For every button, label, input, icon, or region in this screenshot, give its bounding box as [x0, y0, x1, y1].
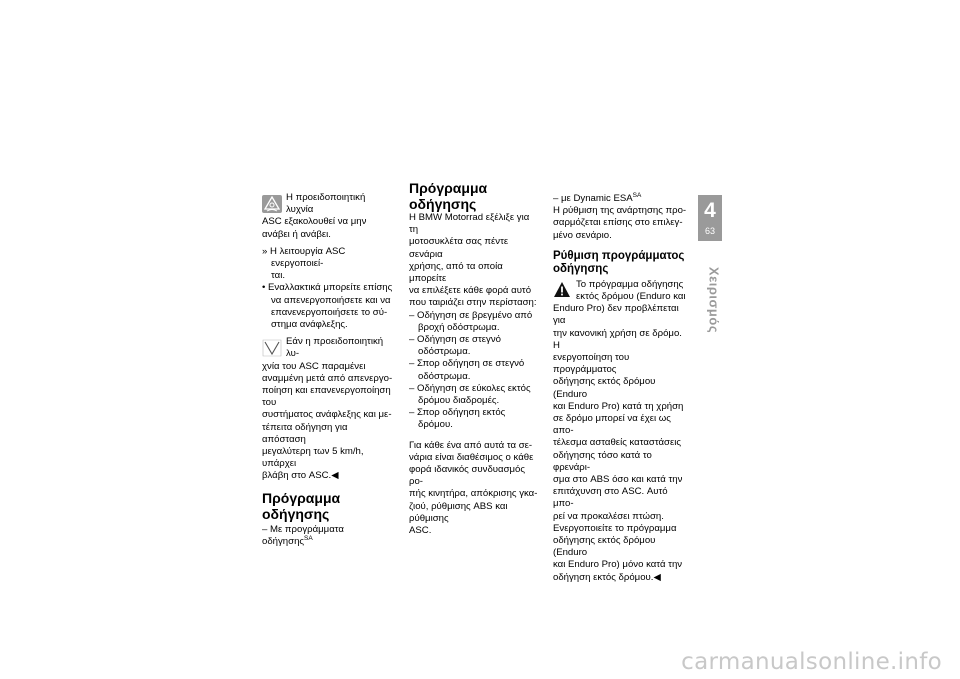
sa-superscript: SA [304, 534, 313, 542]
warning-triangle-icon [553, 281, 571, 298]
intro-line: χρήσης, από τα οποία μπορείτε [409, 260, 503, 285]
list-item-line: – Οδήγηση σε στεγνό [409, 334, 501, 346]
warning-line: ενεργοποίηση του προγράμματος [553, 352, 630, 376]
column-2 [409, 180, 541, 537]
note2-line: χνία του ASC παραμένει [262, 360, 366, 372]
bullet-line: ται. [271, 270, 285, 282]
note2-line: μεγαλύτερη των 5 km/h, υπάρχει [262, 446, 364, 470]
dash-item-text: – Με προγράμματα οδήγησης [262, 523, 344, 547]
dash-item [262, 524, 394, 548]
bullet-line: • Εναλλακτικά μπορείτε επίσης [262, 282, 393, 294]
warning-line: την κανονική χρήση σε δρόμο. Η [553, 327, 682, 351]
para-line: σαρμόζεται επίσης στο επιλεγ- [553, 217, 683, 229]
intro-line: μοτοσυκλέτα σας πέντε σενάρια [409, 236, 509, 260]
list-item [409, 358, 541, 382]
list-item [409, 334, 541, 358]
dash-item-text: – με Dynamic ESA [553, 193, 633, 204]
intro-line: που ταιριάζει στην περίσταση: [409, 297, 537, 309]
list-item-line: οδόστρωμα. [418, 346, 471, 358]
warning-line: και Enduro Pro) μόνο κατά την [553, 559, 683, 571]
warning-line: εκτός δρόμου (Enduro και [576, 291, 686, 303]
para-line: Η ρύθμιση της ανάρτησης προ- [553, 205, 687, 217]
para-line: πής κινητήρα, απόκρισης γκα- [409, 488, 538, 500]
list-item-line: βροχή οδόστρωμα. [418, 321, 500, 333]
sa-superscript: SA [632, 192, 642, 199]
para-line: μένο σενάριο. [553, 229, 612, 241]
warning-line: οδήγησης τόσο κατά το φρενάρι- [553, 449, 652, 473]
warning-line: επιτάχυνση στο ASC. Αυτό μπο- [553, 486, 668, 510]
list-item-line: – Οδήγηση σε βρεγμένο από [409, 309, 533, 321]
bullet-line: επανενεργοποιήσετε το σύ- [271, 306, 388, 318]
section-heading: Πρόγραμμα οδήγησης [262, 489, 341, 522]
bullet-line: » Η λειτουργία ASC ενεργοποιεί- [262, 245, 346, 270]
para-line: Για κάθε ένα από αυτά τα σε- [409, 439, 533, 451]
note-icon [262, 339, 282, 357]
list-item [409, 383, 541, 407]
list-item-line: δρόμου διαδρομές. [418, 395, 500, 407]
para-line: ASC. [409, 525, 432, 537]
bullet-item [262, 282, 394, 331]
dash-item [553, 193, 687, 205]
note2-line: συστήματος ανάφλεξης και με- [262, 409, 392, 421]
subheading [553, 250, 687, 277]
note2-line: ποίηση και επανενεργοποίηση του [262, 385, 391, 409]
warning-line: Enduro Pro) δεν προβλέπεται για [553, 303, 679, 327]
note1-line: ASC εξακολουθεί να μην [262, 216, 367, 228]
warning-line: οδήγησης εκτός δρόμου (Enduro [553, 376, 656, 400]
asc-warning-light-icon [262, 195, 282, 213]
warning-line: οδήγηση εκτός δρόμου.◀ [553, 571, 661, 583]
list-item [409, 310, 541, 334]
warning-line: ρεί να προκαλέσει πτώση. [553, 510, 664, 522]
section-heading: Πρόγραμμα οδήγησης [409, 180, 488, 212]
intro-line: Η BMW Motorrad εξέλιξε για τη [409, 212, 530, 236]
chapter-number: 4 [704, 199, 716, 222]
list-item [409, 407, 541, 431]
subheading-line: οδήγησης [553, 263, 609, 276]
note2-line: Εάν η προειδοποιητική λυ- [286, 336, 384, 360]
warning-line: Ενεργοποιείτε το πρόγραμμα [553, 522, 677, 534]
note2-line: αναμμένη μετά από απενεργο- [262, 372, 393, 384]
page-number: 63 [704, 226, 715, 236]
note2-line: τέπειτα οδήγηση για απόσταση [262, 421, 348, 445]
intro-line: να επιλέξετε κάθε φορά αυτό [409, 285, 532, 297]
warning-line: Το πρόγραμμα οδήγησης [576, 278, 684, 290]
column-1 [262, 192, 394, 548]
subheading-line: Ρύθμιση προγράμματος [553, 249, 685, 262]
para-line: φορά ιδανικός συνδυασμός ρο- [409, 464, 525, 488]
watermark: carmanualsonline.info [681, 649, 942, 675]
para-line: ζιού, ρύθμισης ABS και ρύθμισης [409, 500, 508, 524]
bullet-item [262, 246, 394, 283]
warning-line: τέλεσμα ασταθείς καταστάσεις [553, 437, 682, 449]
list-item-line: – Οδήγηση σε εύκολες εκτός [409, 382, 531, 394]
chapter-tab [698, 195, 722, 241]
bullet-line: στημα ανάφλεξης. [271, 319, 348, 331]
para-line: νάρια είναι διαθέσιμος ο κάθε [409, 451, 534, 463]
list-item-line: – Σπορ οδήγηση εκτός δρόμου. [409, 407, 506, 431]
note1-line: ανάβει ή ανάβει. [262, 228, 331, 240]
list-item-line: οδόστρωμα. [418, 370, 471, 382]
note1-line: Η προειδοποιητική λυχνία [286, 192, 366, 216]
warning-line: οδήγησης εκτός δρόμου (Enduro [553, 535, 656, 559]
chapter-side-title: Χειρισμός [706, 266, 722, 334]
bullet-line: να απενεργοποιήσετε και να [271, 294, 391, 306]
warning-line: και Enduro Pro) κατά τη χρήση [553, 400, 684, 412]
column-3 [553, 193, 687, 584]
list-item-line: – Σπορ οδήγηση σε στεγνό [409, 358, 525, 370]
warning-line: σμα στο ABS όσο και κατά την [553, 474, 683, 486]
warning-line: σε δρόμο μπορεί να έχει ως απο- [553, 413, 671, 437]
note2-line: βλάβη στο ASC.◀ [262, 470, 339, 482]
